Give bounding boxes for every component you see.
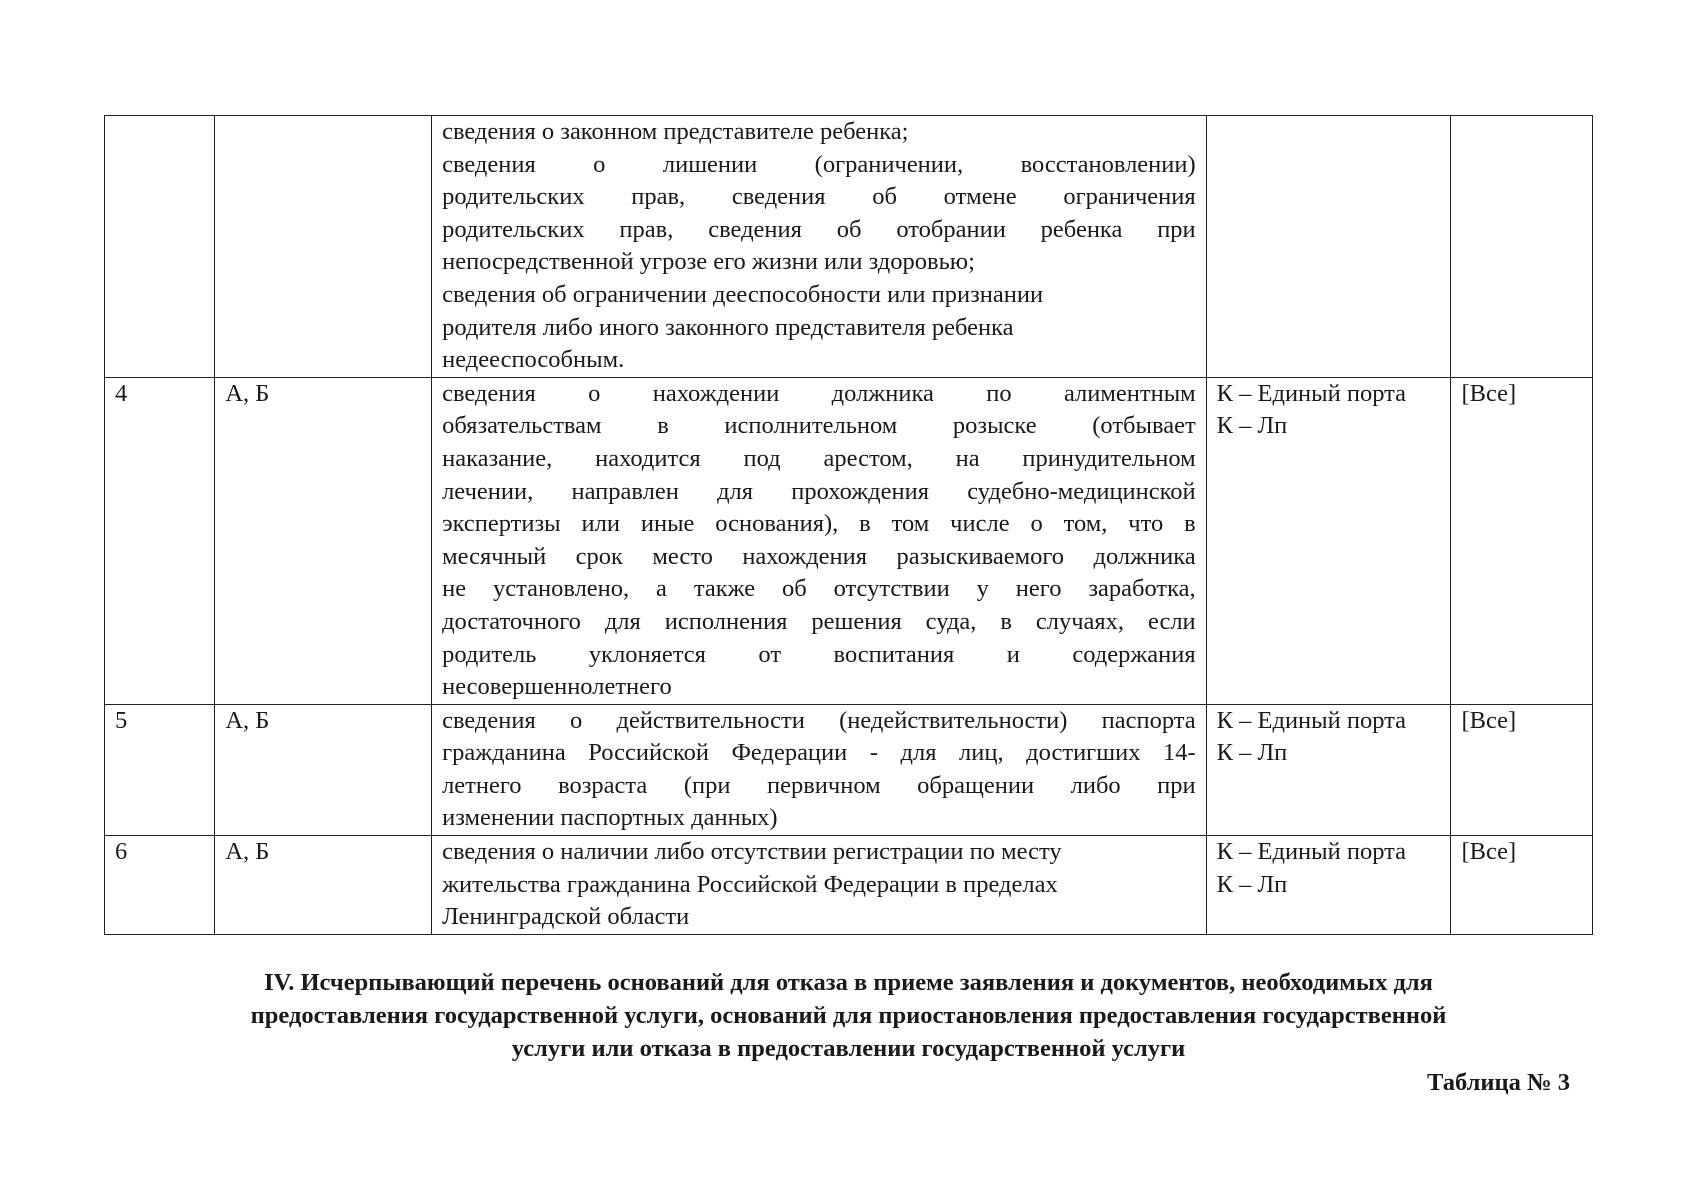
section-heading bbox=[104, 966, 1593, 1065]
description-line: родительских прав, сведения об отобрании ребенка при bbox=[442, 215, 1196, 243]
description-line: недееспособным. bbox=[442, 346, 625, 374]
section-heading-line: IV. Исчерпывающий перечень оснований для отказа в приеме заявления и документов, необходимых для bbox=[264, 969, 1433, 996]
description-line: обязательствам в исполнительном розыске (отбывает bbox=[442, 412, 1196, 440]
applicant-category: А, Б bbox=[225, 379, 270, 407]
result-cell bbox=[1451, 116, 1593, 378]
description-line: жительства гражданина Российской Федерации в пределах bbox=[442, 870, 1058, 898]
table-row bbox=[105, 836, 1593, 935]
description-line: лечении, направлен для прохождения судебно-медицинской bbox=[442, 477, 1196, 505]
description-line: несовершеннолетнего bbox=[442, 673, 672, 701]
channel-line: К – Лп bbox=[1216, 412, 1288, 440]
applicant-category-cell bbox=[215, 836, 432, 935]
row-number-cell bbox=[105, 377, 215, 704]
channel-line: К – Единый порта bbox=[1216, 706, 1407, 734]
description-cell bbox=[432, 704, 1207, 835]
services-table bbox=[104, 115, 1593, 935]
description-line: летнего возраста (при первичном обращении либо при bbox=[442, 771, 1196, 799]
description-line: изменении паспортных данных) bbox=[442, 804, 778, 832]
table-caption: Таблица № 3 bbox=[1427, 1069, 1570, 1096]
result-cell bbox=[1451, 704, 1593, 835]
description-line: сведения о действительности (недействительности) паспорта bbox=[442, 706, 1196, 734]
row-number: 4 bbox=[115, 379, 128, 407]
result-cell bbox=[1451, 377, 1593, 704]
description-line: месячный срок место нахождения разыскиваемого должника bbox=[442, 542, 1196, 570]
applicant-category: А, Б bbox=[225, 706, 270, 734]
description-cell bbox=[432, 836, 1207, 935]
description-line: непосредственной угрозе его жизни или здоровью; bbox=[442, 248, 975, 276]
description-line: родителя либо иного законного представителя ребенка bbox=[442, 313, 1014, 341]
description-line: сведения о законном представителе ребенка; bbox=[442, 118, 909, 145]
table-row bbox=[105, 116, 1593, 378]
channel-cell bbox=[1206, 377, 1451, 704]
description-cell bbox=[432, 116, 1207, 378]
description-line: родитель уклоняется от воспитания и содержания bbox=[442, 640, 1196, 668]
channel-line: К – Единый порта bbox=[1216, 838, 1407, 866]
channel-line: К – Единый порта bbox=[1216, 379, 1407, 407]
applicant-category: А, Б bbox=[225, 838, 270, 866]
description-line: гражданина Российской Федерации - для лиц, достигших 14- bbox=[442, 739, 1196, 767]
description-line: достаточного для исполнения решения суда, в случаях, если bbox=[442, 607, 1196, 635]
applicant-category-cell bbox=[215, 116, 432, 378]
channel-cell bbox=[1206, 836, 1451, 935]
table-row bbox=[105, 704, 1593, 835]
channel-cell bbox=[1206, 704, 1451, 835]
description-line: Ленинградской области bbox=[442, 903, 690, 931]
result-cell bbox=[1451, 836, 1593, 935]
result-value: [Все] bbox=[1461, 706, 1517, 734]
channel-line: К – Лп bbox=[1216, 739, 1288, 767]
row-number: 6 bbox=[115, 838, 128, 866]
applicant-category-cell bbox=[215, 704, 432, 835]
description-line: сведения о лишении (ограничении, восстановлении) bbox=[442, 150, 1196, 178]
description-line: наказание, находится под арестом, на принудительном bbox=[442, 444, 1196, 472]
section-heading-line: услуги или отказа в предоставлении государственной услуги bbox=[511, 1035, 1186, 1062]
description-line: не установлено, а также об отсутствии у него заработка, bbox=[442, 575, 1196, 603]
result-value: [Все] bbox=[1461, 838, 1517, 866]
result-value: [Все] bbox=[1461, 379, 1517, 407]
applicant-category-cell bbox=[215, 377, 432, 704]
row-number-cell bbox=[105, 704, 215, 835]
description-line: родительских прав, сведения об отмене ограничения bbox=[442, 183, 1196, 211]
description-cell bbox=[432, 377, 1207, 704]
row-number-cell bbox=[105, 836, 215, 935]
description-line: экспертизы или иные основания), в том числе о том, что в bbox=[442, 510, 1196, 538]
row-number-cell bbox=[105, 116, 215, 378]
description-line: сведения об ограничении дееспособности или признании bbox=[442, 280, 1044, 308]
row-number: 5 bbox=[115, 706, 128, 734]
description-line: сведения о нахождении должника по алиментным bbox=[442, 379, 1196, 407]
channel-cell bbox=[1206, 116, 1451, 378]
services-table-body bbox=[105, 116, 1593, 935]
table-row bbox=[105, 377, 1593, 704]
section-heading-line: предоставления государственной услуги, оснований для приостановления предоставления государственной bbox=[250, 1002, 1447, 1029]
description-line: сведения о наличии либо отсутствии регистрации по месту bbox=[442, 838, 1062, 866]
channel-line: К – Лп bbox=[1216, 870, 1288, 898]
